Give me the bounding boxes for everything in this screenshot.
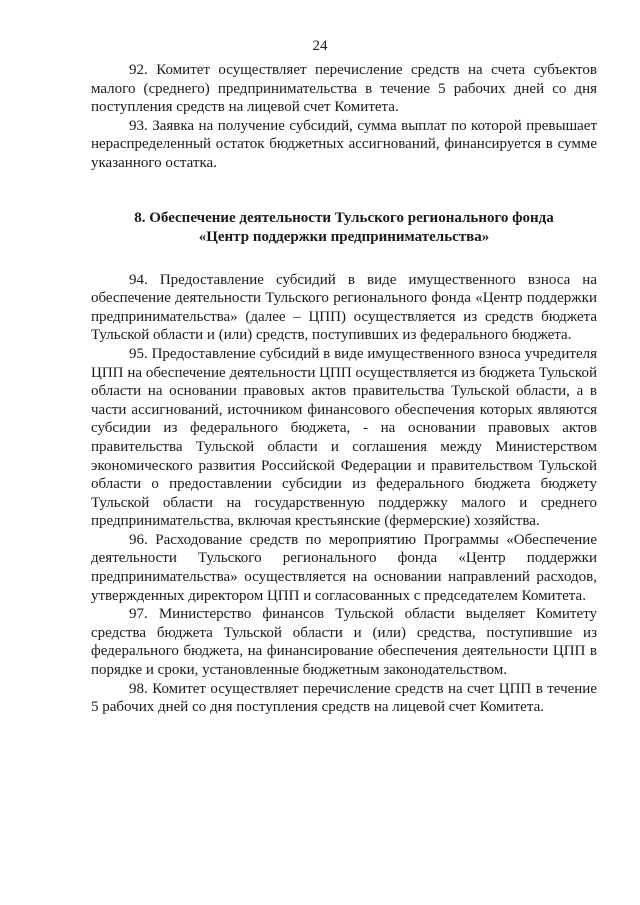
- paragraph-97: 97. Министерство финансов Тульской области выделяет Комитету средства бюджета Тульской области и (или) средства, поступившие из федерального бюджета, на финансирование обеспечения деятельности ЦПП в порядке и сроки, установленные бюджетным законодательством.: [91, 606, 597, 679]
- paragraph-94: 94. Предоставление субсидий в виде имущественного взноса на обеспечение деятельности Тульского регионального фонда «Центр поддержки предпринимательства» (далее – ЦПП) осуществляется из средств бюджета Тульской области и (или) средств, поступивших из федерального бюджета.: [91, 271, 597, 344]
- page-number: 24: [312, 38, 328, 54]
- paragraph-93: 93. Заявка на получение субсидий, сумма выплат по которой превышает нераспределенный остаток бюджетных ассигнований, финансируется в сумме указанного остатка.: [91, 117, 597, 171]
- section-heading: [91, 209, 597, 247]
- paragraph-98: 98. Комитет осуществляет перечисление средств на счет ЦПП в течение 5 рабочих дней со дня поступления средств на лицевой счет Комитета.: [91, 680, 597, 716]
- paragraph-96: 96. Расходование средств по мероприятию Программы «Обеспечение деятельности Тульского регионального фонда «Центр поддержки предпринимательства» осуществляется на основании направлений расходов, утвержденных директором ЦПП и согласованных с председателем Комитета.: [91, 531, 597, 604]
- paragraph-95: 95. Предоставление субсидий в виде имущественного взноса учредителя ЦПП на обеспечение деятельности ЦПП осуществляется из бюджета Тульской области на основании правовых актов правительства Тульской области, а в части ассигнований, источником финансового обеспечения которых являются субсидии из федерального бюджета, - на основании правовых актов правительства Тульской области и соглашения между Министерством экономического развития Российской Федерации и правительством Тульской области о предоставлении субсидии из федерального бюджета бюджету Тульской области на государственную поддержку малого и среднего предпринимательства, включая крестьянские (фермерские) хозяйства.: [91, 345, 597, 530]
- section-heading-line-1: 8. Обеспечение деятельности Тульского регионального фонда: [134, 209, 554, 226]
- document-body: [91, 61, 597, 717]
- paragraph-92: 92. Комитет осуществляет перечисление средств на счета субъектов малого (среднего) предпринимательства в течение 5 рабочих дней со дня поступления средств на лицевой счет Комитета.: [91, 62, 597, 116]
- section-heading-line-2: «Центр поддержки предпринимательства»: [198, 228, 490, 245]
